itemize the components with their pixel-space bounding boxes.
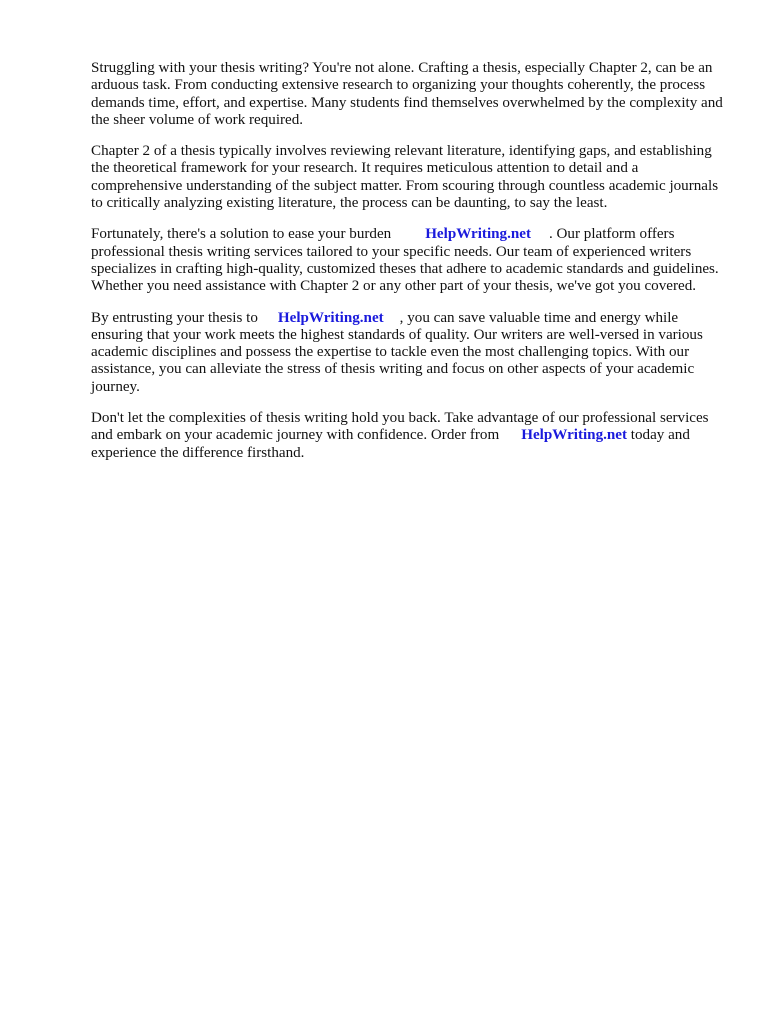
paragraph-entrusting-text-after: , you can save valuable time and energy while ensuring that your work meets the highest standards of quality. Our writers are well-versed in various academic disciplines and possess the expertise to tackle even the most challenging topics. With our assistance, you can alleviate the stress of thesis writing and focus on other aspects of your academic journey.	[91, 309, 703, 395]
paragraph-closing-text-before: Don't let the complexities of thesis writing hold you back. Take advantage of our professional services and embark on your academic journey with confidence. Order from	[91, 410, 709, 444]
paragraph-closing-text-after: today and experience the difference firsthand.	[91, 427, 690, 461]
paragraph-solution	[91, 226, 723, 295]
paragraph-entrusting	[91, 310, 723, 396]
paragraph-closing	[91, 410, 723, 462]
helpwriting-link[interactable]: HelpWriting.net	[277, 309, 384, 326]
helpwriting-link[interactable]: HelpWriting.net	[425, 226, 531, 243]
paragraph-solution-text-after: . Our platform offers professional thesis writing services tailored to your specific needs. Our team of experienced writers specializes in crafting high-quality, customized theses that adhere to academic standards and guidelines. Whether you need assistance with Chapter 2 or any other part of your thesis, we've got you covered.	[91, 226, 719, 295]
paragraph-solution-text-before: Fortunately, there's a solution to ease your burden	[91, 226, 392, 243]
paragraph-entrusting-text-before: By entrusting your thesis to	[91, 309, 258, 326]
paragraph-chapter-2: Chapter 2 of a thesis typically involves reviewing relevant literature, identifying gaps, and establishing the theoretical framework for your research. It requires meticulous attention to detail and a comprehensive understanding of the subject matter. From scouring through countless academic journals to critically analyzing existing literature, the process can be daunting, to say the least.	[91, 143, 719, 212]
helpwriting-link[interactable]: HelpWriting.net	[521, 427, 628, 444]
paragraph-intro: Struggling with your thesis writing? You're not alone. Crafting a thesis, especially Chapter 2, can be an arduous task. From conducting extensive research to organizing your thoughts coherently, the process demands time, effort, and expertise. Many students find themselves overwhelmed by the complexity and the sheer volume of work required.	[91, 60, 723, 128]
